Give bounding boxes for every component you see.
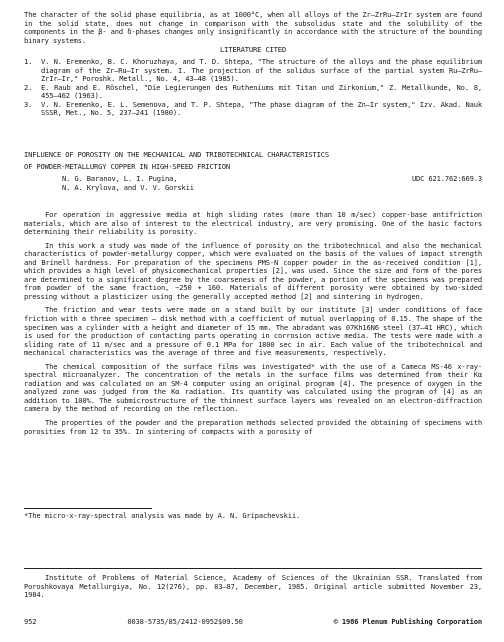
body-paragraph: For operation in aggressive media at high sliding rates (more than 10 m/sec) copper-base antifriction materials, which are also of interest to the electrical industry, are very promising. One of the basic factors determining their reliability is porosity. [24, 210, 482, 237]
article-title-line: INFLUENCE OF POROSITY ON THE MECHANICAL AND TRIBOTECHNICAL CHARACTERISTICS [24, 150, 329, 159]
reference-item [24, 84, 482, 101]
article-body [24, 211, 482, 436]
reference-number: 2. [24, 82, 33, 92]
reference-text: V. N. Eremenko, B. C. Khoruzhaya, and T. D. Shtepa, "The structure of the alloys and the phase equilibrium diagram of the Zr–Ru–Ir system. I. The projection of the solidus surface of the partial system Ru–ZrRu–ZrIr–Ir," Poroshk. Metall., No. 4, 43–48 (1985). [41, 57, 482, 84]
issn-code: 0038-5735/85/2412-0952$09.50 [127, 617, 243, 626]
intro-paragraph: The character of the solid phase equilibria, as at 1000°C, when all alloys of the Zr–ZrRu–ZrIr system are found in the solid state, does not change in comparison with the subsolidus state and the solubility of the components in the β- and δ-phases changes only insignificantly in accordance with the structure of the bounding binary systems. [24, 10, 482, 45]
reference-text: E. Raub and E. Röschel, "Die Legierungen des Rutheniums mit Titan und Zirkonium," Z. Metallkunde, No. 8, 455–462 (1963). [41, 82, 482, 101]
copyright-notice: © 1986 Plenum Publishing Corporation [333, 617, 482, 626]
body-paragraph: The properties of the powder and the preparation methods selected provided the obtaining of specimens with porosities from 12 to 35%. In sintering of compacts with a porosity of [24, 418, 482, 436]
references-list-block [24, 58, 482, 118]
page-footer [24, 618, 482, 627]
body-paragraph: The chemical composition of the surface films was investigated* with the use of a Cameca MS-46 x-ray-spectral microanalyzer. The concentration of the metals in the surface films was determined from their Kα radiation and was calculated on an SM-4 computer using an original program [4]. The presence of oxygen in the analyzed zone was judged from the Kα radiation. Its quantity was calculated using the program of [4] as an addition to 100%. The submicrostructure of the thinnest surface layers was revealed on an electron-diffraction camera by the method of recording on the reflection. [24, 361, 482, 414]
reference-text: V. N. Eremenko, E. L. Semenova, and T. P. Shtepa, "The phase diagram of the Zn–Ir system," Izv. Akad. Nauk SSSR, Met., No. 5, 237–241 (1980). [41, 99, 482, 118]
authors-line: N. G. Baranov, L. I. Pugina, [62, 174, 178, 183]
reference-number: 3. [24, 99, 33, 109]
body-paragraph: In this work a study was made of the influence of porosity on the tribotechnical and also the mechanical characteristics of powder-metallurgy copper, which were evaluated on the basis of the values of impact strength and Brinell hardness. For preparation of the specimens PMS-N copper powder in the as-received condition [1], which provides a high level of physicomechanical properties [2], was used. Since the size and form of the pores are determined to a significant degree by the coarseness of the powder, a portion of the specimens was prepared from powder of the same fraction, −250 + 160. Materials of different porosity were obtained by two-sided pressing without a plasticizer using the generally accepted method [2] and sintering in hydrogen. [24, 240, 482, 301]
body-paragraph: The friction and wear tests were made on a stand built by our institute [3] under conditions of face friction with a three specimen — disk method with a coefficient of mutual overlapping of 0.15. The shape of the specimen was a cylinder with a height and diameter of 15 mm. The abradant was 07Kh16N6 steel (37–41 HRC), which is used for the production of contacting parts operating in corrosion active media. The tests were made with a sliding rate of 11 m/sec and a pressure of 0.1 MPa for 1800 sec in air. Each value of the tribotechnical and mechanical characteristics was the average of three and five measurements, respectively. [24, 305, 482, 358]
affiliation-text: Institute of Problems of Material Science, Academy of Sciences of the Ukrainian SSR. Translated from Poroshkovaya Metallurgiya, No. 12(276), pp. 83–87, December, 1985. Original article submitted November 23, 1984. [24, 573, 482, 600]
article-title-line: OF POWDER-METALLURGY COPPER IN HIGH-SPEED FRICTION [24, 161, 231, 171]
article-title [24, 151, 482, 171]
reference-item [24, 101, 482, 118]
udc-code: UDC 621.762:669.3 [411, 174, 482, 183]
footnote-rule [24, 508, 152, 509]
literature-heading: LITERATURE CITED [220, 45, 286, 54]
reference-number: 1. [24, 57, 33, 66]
references-list [24, 58, 482, 118]
authors-line: N. A. Krylova, and V. V. Gorskii [62, 182, 194, 192]
page-number: 952 [24, 617, 37, 626]
footnote: *The micro-x-ray-spectral analysis was made by A. N. Gripachevskii. [24, 511, 301, 520]
intro-paragraph-block [24, 11, 482, 45]
affiliation-block [24, 574, 482, 600]
affiliation-rule [24, 568, 482, 569]
article-authors-block [24, 175, 482, 192]
reference-item [24, 58, 482, 84]
